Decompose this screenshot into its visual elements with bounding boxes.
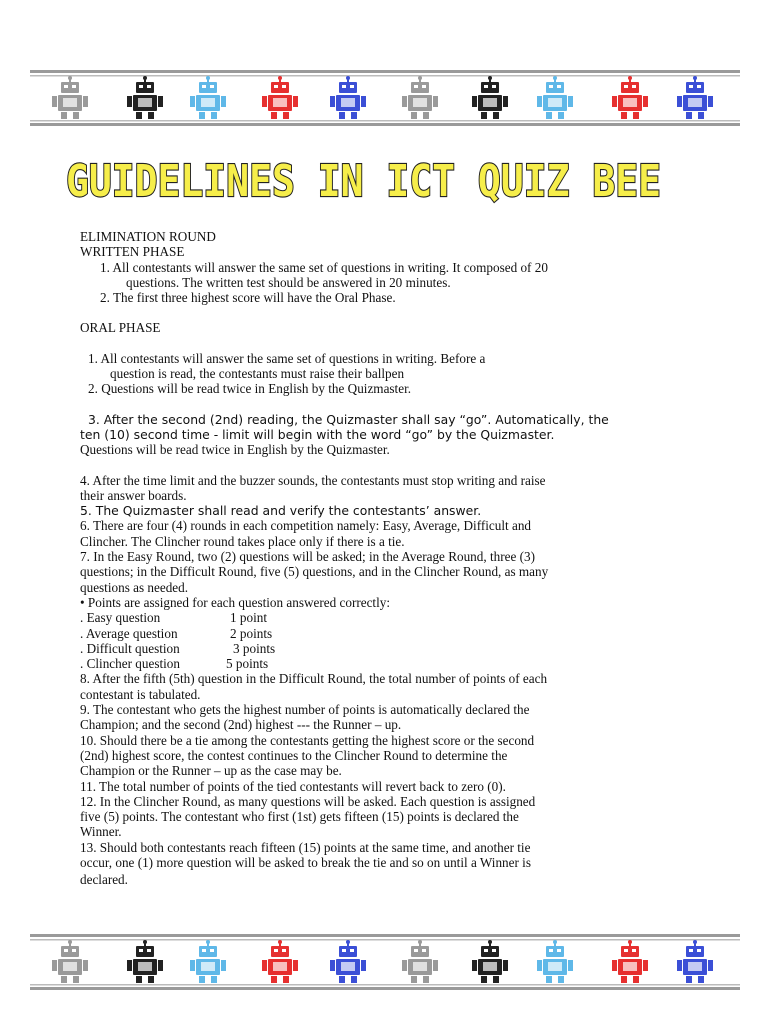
points-value: 2 points	[230, 625, 273, 641]
robot-red-icon	[612, 76, 648, 119]
rule-4: 4. After the time limit and the buzzer sounds, the contestants must stop writing and raise	[80, 472, 546, 488]
points-label: . Difficult question	[80, 640, 180, 656]
robot-black-icon	[127, 940, 163, 983]
rule-11: 11. The total number of points of the tied contestants will revert back to zero (0).	[80, 778, 506, 794]
rule-13: 13. Should both contestants reach fifteen (15) points at the same time, and another tie	[80, 839, 531, 855]
points-value: 3 points	[233, 640, 276, 656]
robot-blue-icon	[677, 76, 713, 119]
robot-border-top-graphic	[30, 68, 740, 130]
robot-sky-icon	[190, 940, 226, 983]
robot-border-bottom-graphic	[30, 932, 740, 994]
points-label: . Average question	[80, 625, 178, 641]
robot-black-icon	[472, 76, 508, 119]
robot-red-icon	[612, 940, 648, 983]
oral-item-3: 3. After the second (2nd) reading, the Quizmaster shall say “go”. Automatically, the	[88, 411, 609, 427]
rule-9-cont: Champion; and the second (2nd) highest --- the Runner – up.	[80, 717, 402, 733]
rule-5: 5. The Quizmaster shall read and verify the contestants’ answer.	[80, 503, 482, 519]
points-bullet: • Points are assigned for each question answered correctly:	[80, 594, 391, 610]
robot-border-bottom	[30, 932, 740, 994]
guidelines-body	[80, 229, 650, 888]
rule-10-cont: (2nd) highest score, the contest continues to the Clincher Round to determine the	[80, 747, 508, 763]
points-row-difficult	[80, 641, 650, 656]
robot-blue-icon	[330, 940, 366, 983]
written-item-1: 1. All contestants will answer the same set of questions in writing. It composed of 20	[100, 259, 548, 275]
points-label: . Clincher question	[80, 656, 180, 672]
robot-gray-icon	[52, 940, 88, 983]
robot-blue-icon	[677, 940, 713, 983]
rule-6: 6. There are four (4) rounds in each competition namely: Easy, Average, Difficult and	[80, 518, 532, 534]
oral-item-3-cont: ten (10) second time - limit will begin with the word “go” by the Quizmaster.	[80, 426, 555, 442]
oral-item-1: 1. All contestants will answer the same set of questions in writing. Before a	[88, 350, 486, 366]
robot-gray-icon	[402, 76, 438, 119]
rule-8-cont: contestant is tabulated.	[80, 686, 201, 702]
page-title	[60, 150, 720, 210]
robot-gray-icon	[52, 76, 88, 119]
robot-black-icon	[472, 940, 508, 983]
page-title-text: GUIDELINES IN ICT QUIZ BEE	[66, 156, 661, 207]
oral-item-2: 2. Questions will be read twice in English by the Quizmaster.	[88, 381, 412, 397]
rule-6-cont: Clincher. The Clincher round takes place only if there is a tie.	[80, 533, 405, 549]
robot-red-icon	[262, 940, 298, 983]
rule-4-cont: their answer boards.	[80, 487, 187, 503]
rule-7-cont: questions; in the Difficult Round, five (5) questions, and in the Clincher Round, as many	[80, 564, 549, 580]
oral-phase-heading: ORAL PHASE	[80, 320, 161, 336]
written-item-2: 2. The first three highest score will have the Oral Phase.	[100, 290, 396, 306]
rule-10-cont-2: Champion or the Runner – up as the case may be.	[80, 763, 342, 779]
points-row-average	[80, 626, 650, 641]
oral-item-1-cont: question is read, the contestants must raise their ballpen	[110, 366, 405, 382]
rule-12-cont: five (5) points. The contestant who first (1st) gets fifteen (15) points is declared the	[80, 809, 519, 825]
oral-item-3-cont-2: Questions will be read twice in English by the Quizmaster.	[80, 442, 390, 458]
rule-9: 9. The contestant who gets the highest number of points is automatically declared the	[80, 702, 530, 718]
rule-10: 10. Should there be a tie among the contestants getting the highest score or the second	[80, 732, 535, 748]
rule-7-cont-2: questions as needed.	[80, 579, 189, 595]
points-row-easy	[80, 610, 650, 625]
robot-border-top	[30, 68, 740, 130]
robot-blue-icon	[330, 76, 366, 119]
rule-13-cont: occur, one (1) more question will be asked to break the tie and so on until a Winner is	[80, 854, 531, 870]
points-value: 1 point	[230, 610, 267, 626]
written-item-1-cont: questions. The written test should be answered in 20 minutes.	[126, 274, 451, 290]
rule-12: 12. In the Clincher Round, as many questions will be asked. Each question is assigned	[80, 793, 536, 809]
robot-gray-icon	[402, 940, 438, 983]
points-row-clincher	[80, 656, 650, 671]
rule-12-cont-2: Winner.	[80, 824, 122, 840]
robot-sky-icon	[190, 76, 226, 119]
written-phase-heading: WRITTEN PHASE	[80, 244, 185, 260]
points-value: 5 points	[226, 656, 269, 672]
rule-7: 7. In the Easy Round, two (2) questions will be asked; in the Average Round, three (3)	[80, 549, 535, 565]
points-label: . Easy question	[80, 610, 161, 626]
robot-black-icon	[127, 76, 163, 119]
rule-13-cont-2: declared.	[80, 872, 128, 888]
robot-sky-icon	[537, 940, 573, 983]
rule-8: 8. After the fifth (5th) question in the Difficult Round, the total number of points of each	[80, 671, 548, 687]
robot-sky-icon	[537, 76, 573, 119]
elimination-round-heading: ELIMINATION ROUND	[80, 229, 216, 244]
robot-red-icon	[262, 76, 298, 119]
